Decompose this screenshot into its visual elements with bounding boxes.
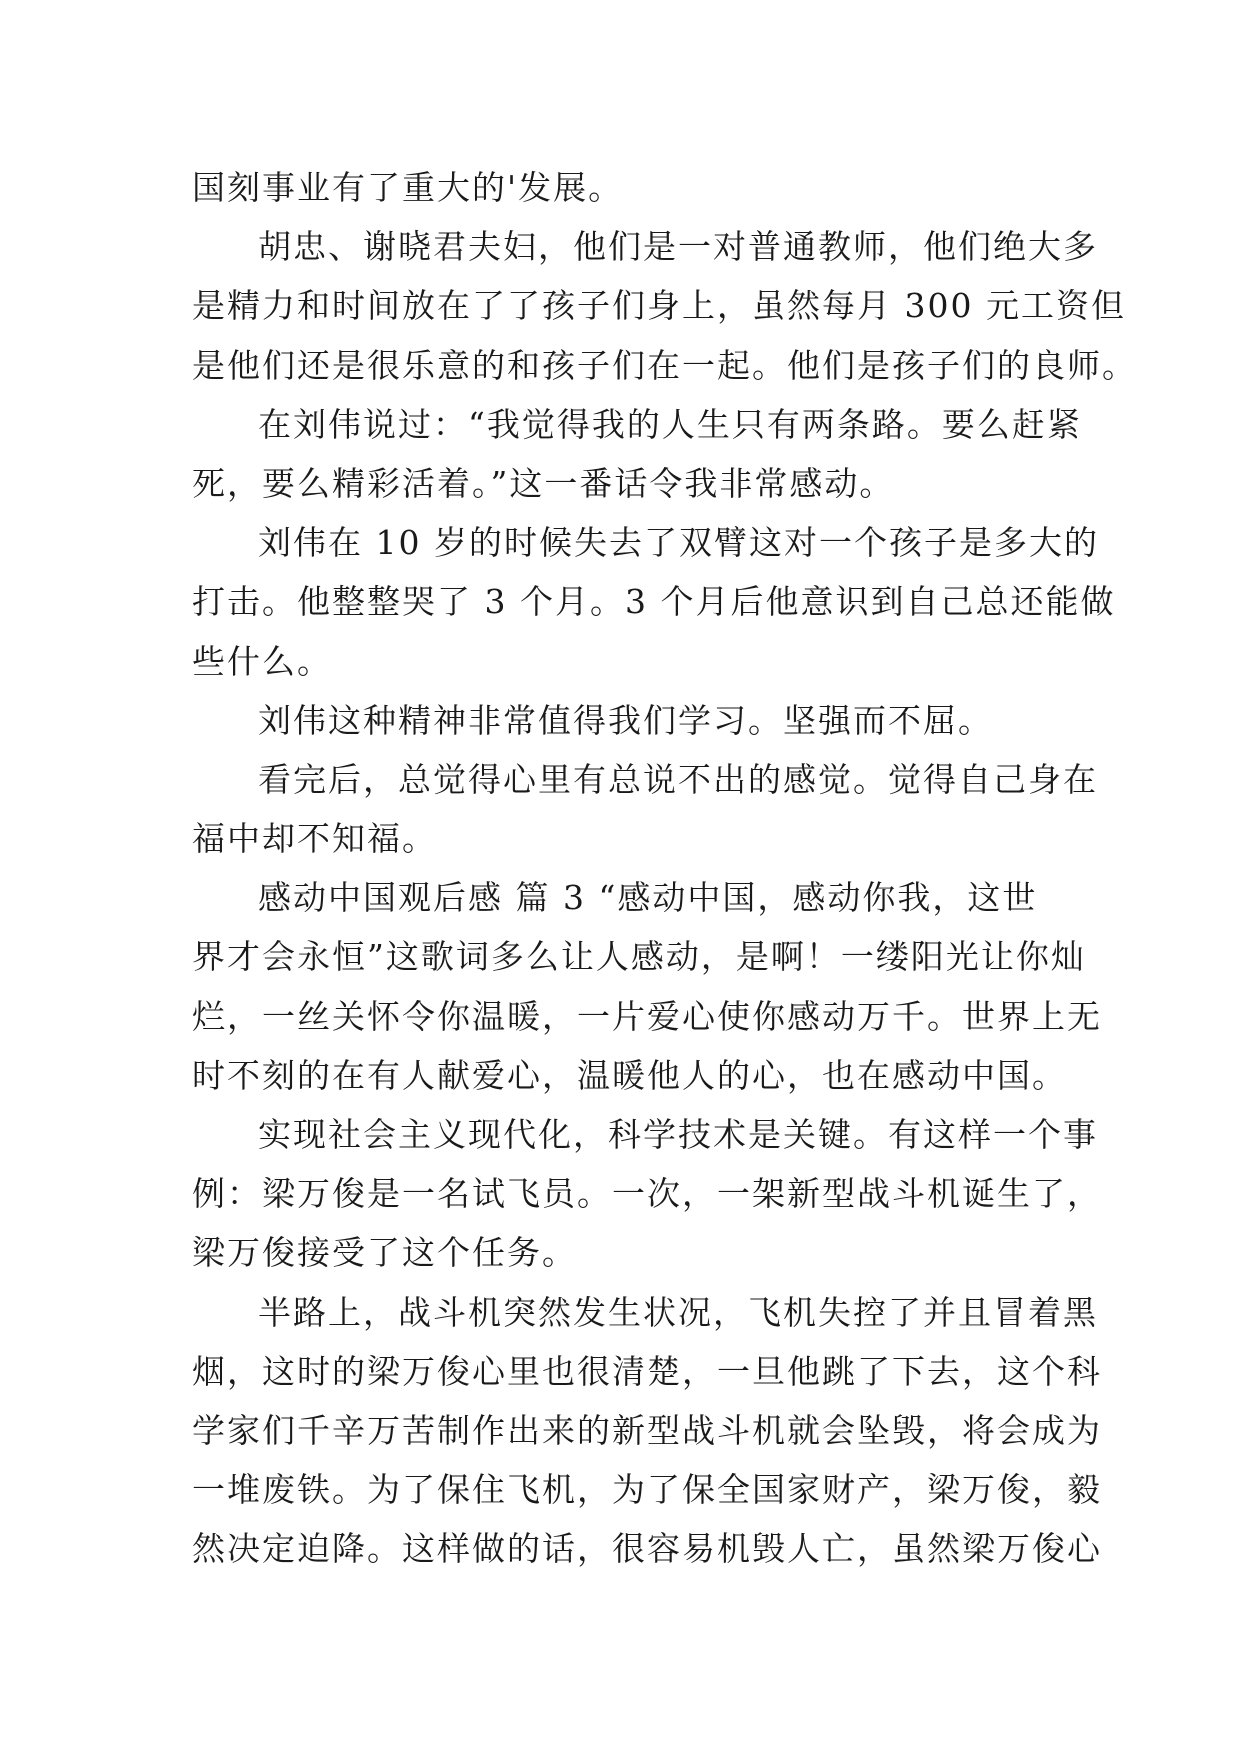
text-line: 例：梁万俊是一名试飞员。一次，一架新型战斗机诞生了， bbox=[192, 1174, 1102, 1214]
document-body bbox=[192, 158, 1137, 1579]
text-line: 胡忠、谢晓君夫妇，他们是一对普通教师，他们绝大多 bbox=[258, 227, 1098, 267]
text-line: 刘伟这种精神非常值得我们学习。坚强而不屈。 bbox=[258, 700, 993, 740]
text-line: 在刘伟说过：“我觉得我的人生只有两条路。要么赶紧 bbox=[258, 404, 1082, 444]
text-line: 学家们千辛万苦制作出来的新型战斗机就会坠毁，将会成为 bbox=[192, 1410, 1102, 1450]
text-line: 刘伟在 10 岁的时候失去了双臂这对一个孩子是多大的 bbox=[258, 523, 1099, 563]
text-line: 半路上，战斗机突然发生状况，飞机失控了并且冒着黑 bbox=[258, 1292, 1098, 1332]
text-line: 看完后，总觉得心里有总说不出的感觉。觉得自己身在 bbox=[258, 759, 1098, 799]
text-line: 一堆废铁。为了保住飞机，为了保全国家财产，梁万俊，毅 bbox=[192, 1470, 1102, 1510]
text-line: 死，要么精彩活着。”这一番话令我非常感动。 bbox=[192, 463, 895, 503]
text-line: 是精力和时间放在了了孩子们身上，虽然每月 300 元工资但 bbox=[192, 286, 1126, 326]
text-line: 福中却不知福。 bbox=[192, 819, 437, 859]
text-line: 实现社会主义现代化，科学技术是关键。有这样一个事 bbox=[258, 1115, 1098, 1154]
text-line: 然决定迫降。这样做的话，很容易机毁人亡，虽然梁万俊心 bbox=[192, 1529, 1102, 1569]
text-line: 时不刻的在有人献爱心，温暖他人的心，也在感动中国。 bbox=[192, 1055, 1067, 1095]
text-line: 界才会永恒”这歌词多么让人感动，是啊！一缕阳光让你灿 bbox=[192, 937, 1086, 977]
text-line: 是他们还是很乐意的和孩子们在一起。他们是孩子们的良师。 bbox=[192, 345, 1137, 385]
text-line: 梁万俊接受了这个任务。 bbox=[192, 1233, 577, 1273]
text-line: 些什么。 bbox=[192, 641, 332, 681]
text-line: 打击。他整整哭了 3 个月。3 个月后他意识到自己总还能做 bbox=[192, 582, 1116, 622]
text-line: 烂，一丝关怀令你温暖，一片爱心使你感动万千。世界上无 bbox=[192, 996, 1102, 1036]
text-line: 烟，这时的梁万俊心里也很清楚，一旦他跳了下去，这个科 bbox=[192, 1351, 1102, 1391]
text-line: 国刻事业有了重大的'发展。 bbox=[192, 168, 624, 207]
text-line: 感动中国观后感 篇 3 “感动中国，感动你我，这世 bbox=[258, 878, 1038, 918]
